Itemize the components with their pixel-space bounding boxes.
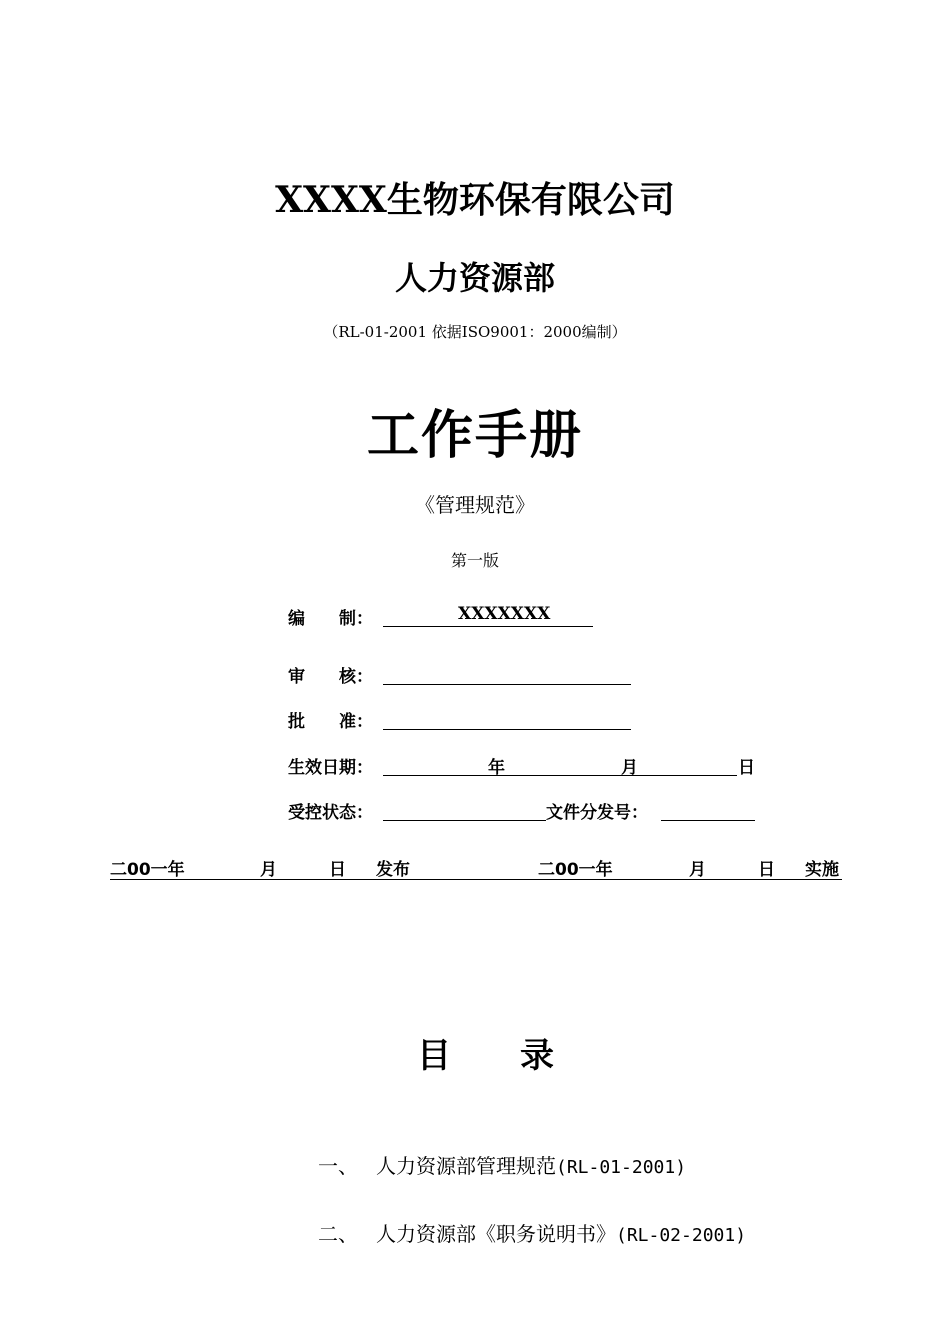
toc-item-number: 一、 <box>318 1154 358 1178</box>
toc-item-text <box>376 1150 686 1179</box>
distribution-label: 文件分发号： <box>546 803 648 823</box>
department-name: 人力资源部 <box>394 259 555 297</box>
issue-day: 日 <box>329 860 346 880</box>
toc-item-number: 二、 <box>318 1222 358 1246</box>
toc-title-right: 录 <box>520 1036 554 1076</box>
effective-month: 月 <box>621 758 638 778</box>
toc-item-code: (RL-01-2001) <box>556 1157 687 1178</box>
toc-item-title: 人力资源部管理规范 <box>376 1154 556 1178</box>
manual-title: 工作手册 <box>366 406 583 466</box>
compile-value: XXXXXXX <box>458 604 551 624</box>
issue-year: 二00一年 <box>110 860 185 880</box>
document-basis: （RL-01-2001 依据ISO9001：2000编制） <box>323 323 627 341</box>
effective-line <box>383 753 737 776</box>
edition-label: 第一版 <box>450 551 499 570</box>
impl-day: 日 <box>758 860 775 880</box>
review-line <box>383 662 631 685</box>
company-name: XXXX生物环保有限公司 <box>275 179 675 221</box>
impl-label: 实施 <box>805 860 839 880</box>
impl-year: 二00一年 <box>538 860 613 880</box>
review-label: 审 核： <box>288 667 373 687</box>
impl-month: 月 <box>689 860 706 880</box>
toc-item-code: (RL-02-2001) <box>616 1225 747 1246</box>
issue-month: 月 <box>260 860 277 880</box>
approve-label: 批 准： <box>288 712 373 732</box>
toc-item-text <box>376 1218 746 1247</box>
effective-day: 日 <box>738 758 755 778</box>
compile-label: 编 制： <box>288 609 373 629</box>
control-line <box>383 798 546 821</box>
effective-label: 生效日期： <box>288 758 373 778</box>
approve-line <box>383 707 631 730</box>
effective-year: 年 <box>488 758 505 778</box>
toc-item-title: 人力资源部《职务说明书》 <box>376 1222 616 1246</box>
control-label: 受控状态： <box>288 803 373 823</box>
issue-implementation-line <box>110 855 842 880</box>
manual-subtitle: 《管理规范》 <box>415 493 535 517</box>
distribution-line <box>661 798 755 821</box>
issue-label: 发布 <box>376 860 410 880</box>
toc-title-left: 目 <box>417 1036 451 1076</box>
